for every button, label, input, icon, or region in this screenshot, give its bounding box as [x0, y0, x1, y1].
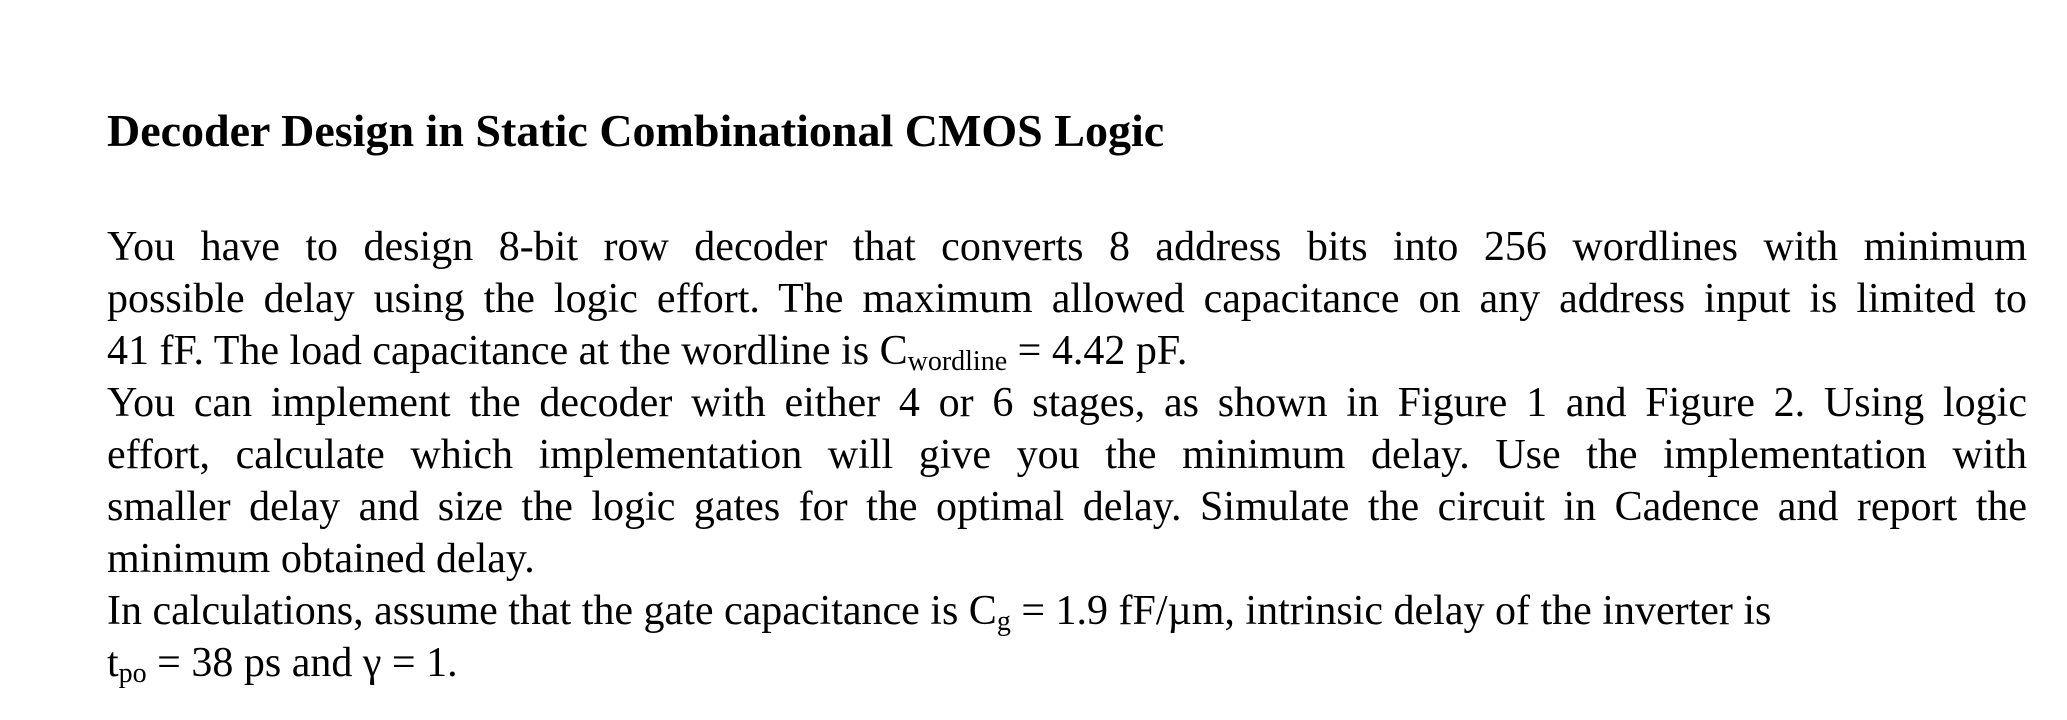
text-line: minimum obtained delay. — [107, 536, 535, 582]
paragraph-problem-statement — [107, 221, 2027, 377]
text-segment: = 4.42 pF. — [1007, 328, 1188, 374]
text-segment: = 38 ps and γ = 1. — [146, 640, 458, 686]
subscript-po: po — [118, 658, 147, 689]
subscript-g: g — [996, 606, 1011, 637]
text-line: You have to design 8-bit row decoder that converts 8 address bits into 256 wordlines with minimum — [107, 224, 2027, 270]
document-title: Decoder Design in Static Combinational CMOS Logic — [107, 105, 1165, 156]
text-line-gate-capacitance — [107, 585, 2027, 637]
text-segment: 41 fF. The load capacitance at the wordline is C — [107, 328, 908, 374]
subscript-wordline: wordline — [907, 346, 1008, 377]
text-line: smaller delay and size the logic gates for the optimal delay. Simulate the circuit in Cadence and report the — [107, 484, 2027, 530]
paragraph-assumptions — [107, 585, 2027, 689]
text-line-intrinsic-delay — [107, 637, 2027, 689]
text-segment: = 1.9 fF/µm, intrinsic delay of the inverter is — [1010, 588, 1772, 634]
text-segment: In calculations, assume that the gate capacitance is C — [107, 588, 997, 634]
text-line: effort, calculate which implementation will give you the minimum delay. Use the implementation with — [107, 432, 2027, 478]
text-line: possible delay using the logic effort. The maximum allowed capacitance on any address input is limited to — [107, 276, 2027, 322]
paragraph-implementation — [107, 377, 2027, 585]
text-line: You can implement the decoder with either 4 or 6 stages, as shown in Figure 1 and Figure 2. Using logic — [107, 380, 2027, 426]
text-line-wordline-capacitance — [107, 325, 2027, 377]
text-segment: t — [107, 640, 119, 686]
